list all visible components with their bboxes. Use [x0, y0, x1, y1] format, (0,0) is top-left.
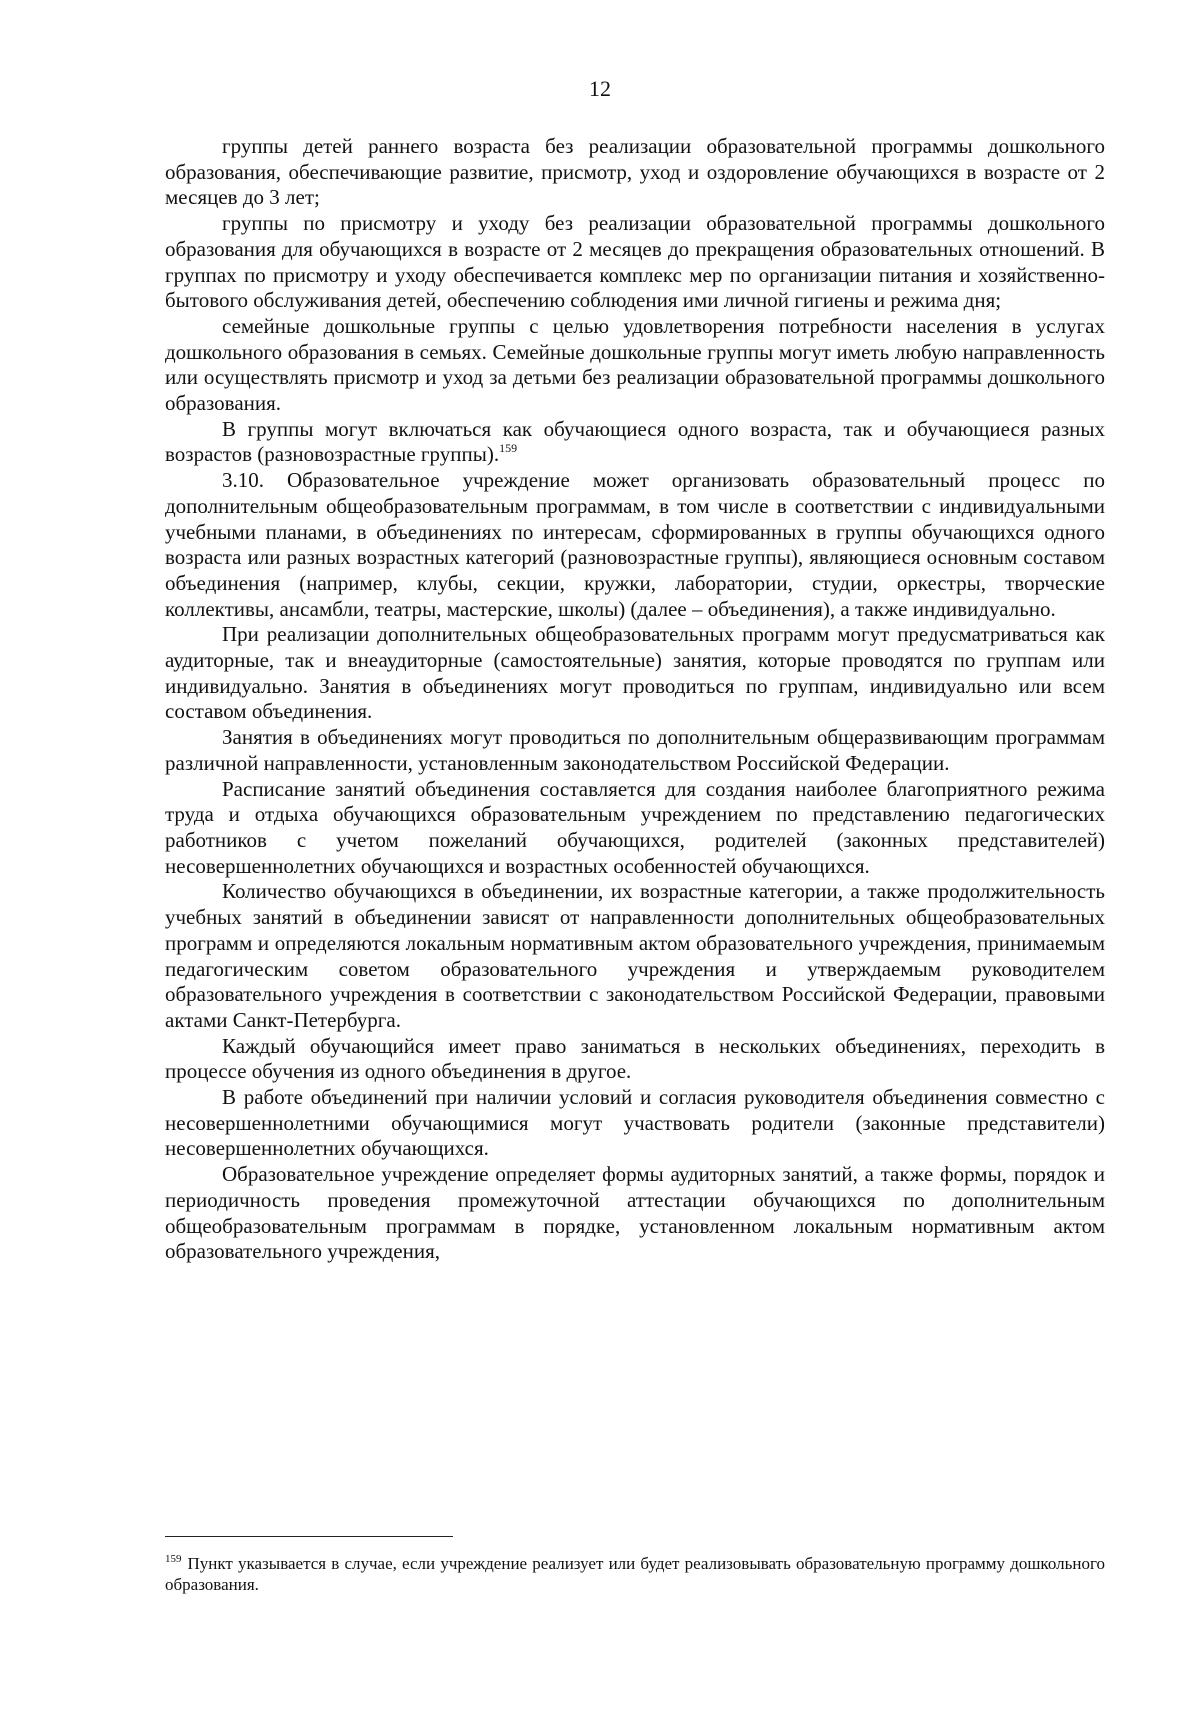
paragraph: 3.10. Образовательное учреждение может организовать образовательный процесс по дополнительным общеобразовательным программам, в том числе в соответствии с индивидуальными учебными планами, в объединениях по интересам, сформированных в группы обучающихся одного возраста или разных возрастных категорий (разновозрастные группы), являющиеся основным составом объединения (например, клубы, секции, кружки, лаборатории, студии, оркестры, творческие коллективы, ансамбли, театры, мастерские, школы) (далее – объединения), а также индивидуально.: [165, 468, 1105, 621]
footnote-reference: 159: [499, 441, 518, 456]
paragraph: семейные дошкольные группы с целью удовлетворения потребности населения в услугах дошкольного образования в семьях. Семейные дошкольные группы могут иметь любую направленность или осуществлять присмотр и уход за детьми без реализации образовательной программы дошкольного образования.: [165, 313, 1105, 416]
paragraph: Каждый обучающийся имеет право заниматься в нескольких объединениях, переходить в процессе обучения из одного объединения в другое.: [165, 1033, 1105, 1084]
paragraph-with-footnote: [165, 417, 1105, 468]
page-number: 12: [589, 76, 611, 101]
paragraph: При реализации дополнительных общеобразовательных программ могут предусматриваться как аудиторные, так и внеаудиторные (самостоятельные) занятия, которые проводятся по группам или индивидуально. Занятия в объединениях могут проводиться по группам, индивидуально или всем составом объединения.: [165, 622, 1105, 724]
paragraph-text: В группы могут включаться как обучающиеся одного возраста, так и обучающиеся разных возрастов (разновозрастные группы).: [165, 416, 1105, 467]
paragraph: Расписание занятий объединения составляется для создания наиболее благоприятного режима труда и отдыха обучающихся образовательным учреждением по представлению педагогических работников с учетом пожеланий обучающихся, родителей (законных представителей) несовершеннолетних обучающихся и возрастных особенностей обучающихся.: [165, 776, 1105, 878]
footnote-divider: [165, 1536, 453, 1537]
footnote: [165, 1553, 1105, 1595]
paragraph: группы детей раннего возраста без реализации образовательной программы дошкольного образования, обеспечивающие развитие, присмотр, уход и оздоровление обучающихся в возрасте от 2 месяцев до 3 лет;: [165, 134, 1105, 210]
paragraph: Количество обучающихся в объединении, их возрастные категории, а также продолжительность учебных занятий в объединении зависят от направленности дополнительных общеобразовательных программ и определяются локальным нормативным актом образовательного учреждения, принимаемым педагогическим советом образовательного учреждения и утверждаемым руководителем образовательного учреждения в соответствии с законодательством Российской Федерации, правовыми актами Санкт-Петербурга.: [165, 879, 1105, 1032]
paragraph: В работе объединений при наличии условий и согласия руководителя объединения совместно с несовершеннолетними обучающимися могут участвовать родители (законные представители) несовершеннолетних обучающихся.: [165, 1085, 1105, 1161]
paragraph: группы по присмотру и уходу без реализации образовательной программы дошкольного образования для обучающихся в возрасте от 2 месяцев до прекращения образовательных отношений. В группах по присмотру и уходу обеспечивается комплекс мер по организации питания и хозяйственно-бытового обслуживания детей, обеспечению соблюдения ими личной гигиены и режима дня;: [165, 211, 1105, 313]
footnote-number: 159: [165, 1553, 182, 1565]
footnote-text: Пункт указывается в случае, если учреждение реализует или будет реализовывать образовательную программу дошкольного образования.: [165, 1554, 1105, 1594]
body-text: [165, 134, 1105, 1265]
paragraph: Образовательное учреждение определяет формы аудиторных занятий, а также формы, порядок и периодичность проведения промежуточной аттестации обучающихся по дополнительным общеобразовательным программам в порядке, установленном локальным нормативным актом образовательного учреждения,: [165, 1162, 1105, 1264]
paragraph: Занятия в объединениях могут проводиться по дополнительным общеразвивающим программам различной направленности, установленным законодательством Российской Федерации.: [165, 725, 1105, 775]
